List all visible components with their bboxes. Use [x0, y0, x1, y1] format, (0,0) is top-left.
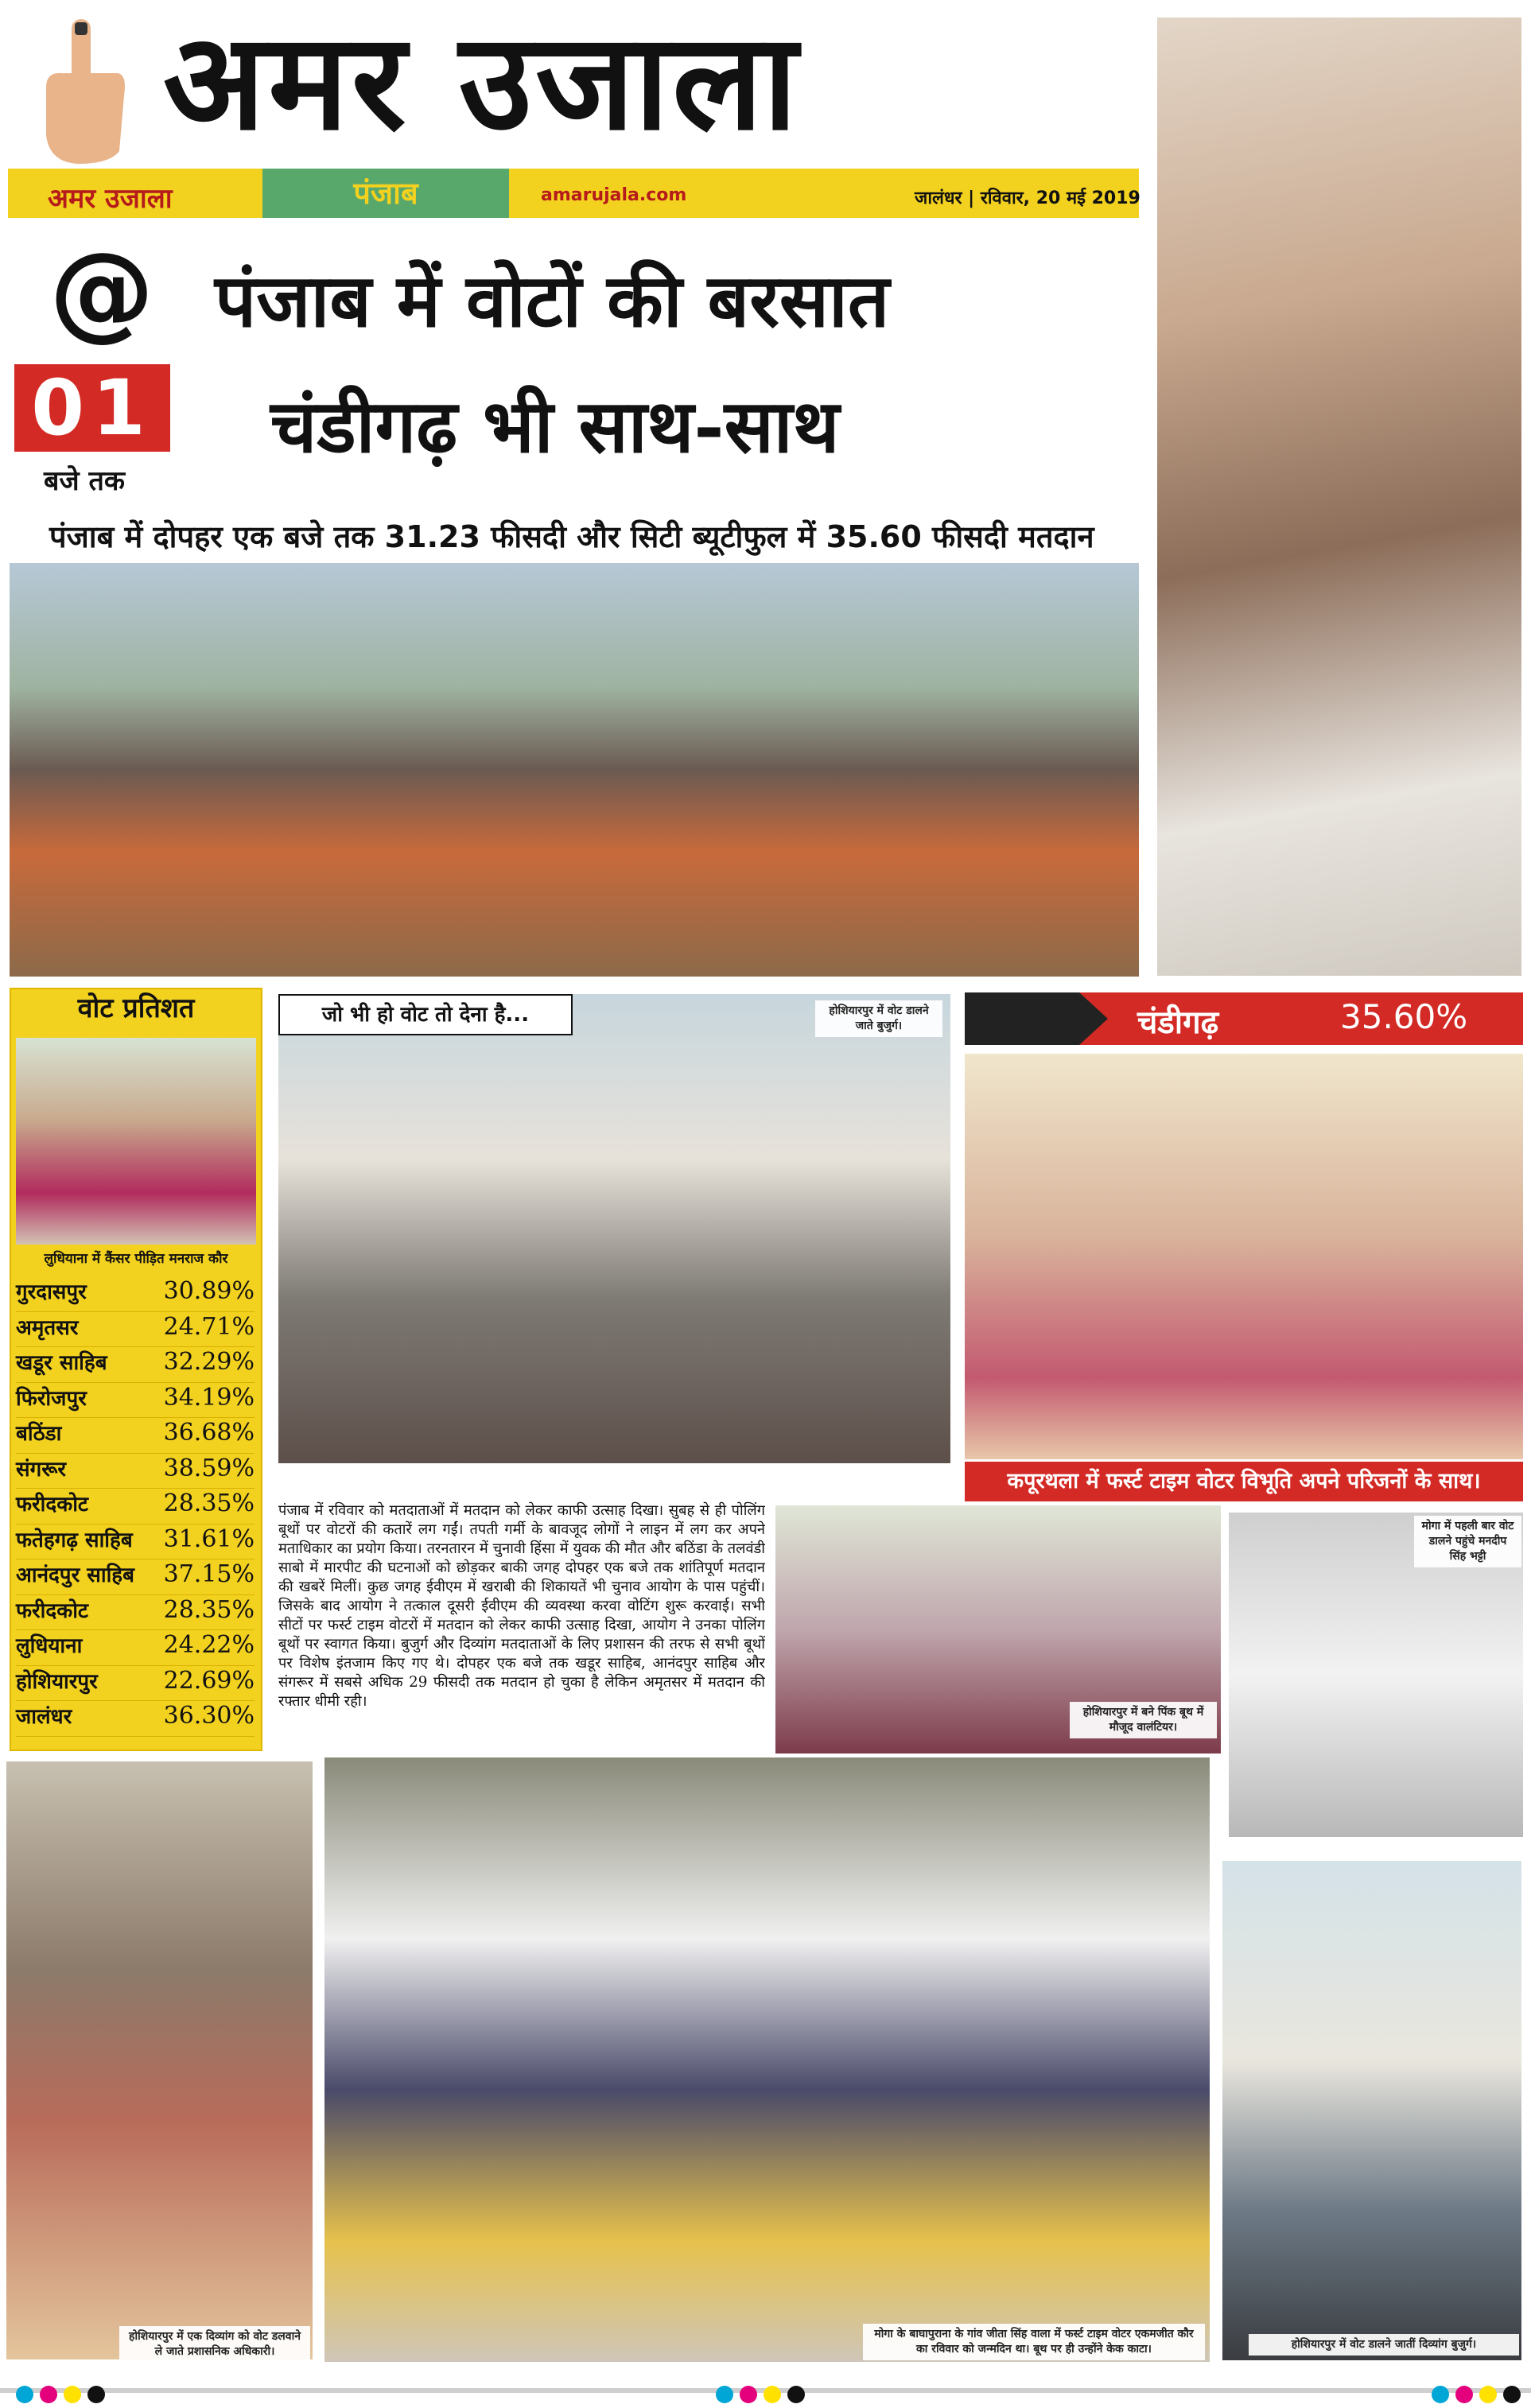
vote-box-title: वोट प्रतिशत [77, 992, 195, 1024]
vote-percent: 34.19% [163, 1383, 255, 1412]
black-registration-mark [787, 2386, 805, 2403]
black-registration-mark [87, 2386, 105, 2403]
elderly-voters-photo [278, 994, 950, 1463]
vote-row [16, 1454, 255, 1489]
constituency-name: फरीदकोट [16, 1493, 89, 1517]
constituency-name: गुरदासपुर [16, 1280, 87, 1304]
constituency-name: होशियारपुर [16, 1669, 98, 1694]
constituency-name: लुधियाना [16, 1634, 83, 1658]
vote-percent: 30.89% [163, 1277, 255, 1305]
state-edition: पंजाब [262, 169, 509, 218]
mandeep-caption: मोगा में पहली बार वोट डालने पहुंचे मनदीप सिंह भट्टी [1414, 1516, 1521, 1567]
vote-percent: 28.35% [163, 1489, 255, 1517]
constituency-name: अमृतसर [16, 1315, 79, 1340]
vote-row [16, 1418, 255, 1454]
vote-row [16, 1276, 255, 1312]
vote-percent: 31.61% [163, 1524, 255, 1553]
vote-percent: 36.30% [163, 1702, 255, 1730]
constituency-name: फतेहगढ़ साहिब [16, 1528, 133, 1552]
vote-row [16, 1595, 255, 1631]
vote-percent: 24.22% [163, 1631, 255, 1659]
time-counter: 01 [14, 364, 170, 452]
constituency-name: आनंदपुर साहिब [16, 1563, 134, 1587]
cyan-registration-mark [16, 2386, 33, 2403]
cyan-registration-mark [716, 2386, 733, 2403]
vote-percent: 32.29% [163, 1348, 255, 1376]
dateline: जालंधर | रविवार, 20 मई 2019 [915, 188, 1140, 208]
elderly-voters-caption: होशियारपुर में वोट डालने जाते बुजुर्ग। [815, 1000, 942, 1037]
vote-row [16, 1312, 255, 1348]
constituency-name: फिरोजपुर [16, 1386, 87, 1411]
vote-percent: 36.68% [163, 1419, 255, 1447]
strip-brand: अमर उजाला [48, 183, 173, 215]
vote-percent: 38.59% [163, 1454, 255, 1482]
vote-row [16, 1524, 255, 1560]
yellow-registration-mark [64, 2386, 81, 2403]
inked-finger-icon [30, 16, 134, 167]
constituency-name: फरीदकोट [16, 1598, 89, 1623]
birthday-cake-booth-photo [324, 1757, 1210, 2362]
magenta-registration-mark [740, 2386, 757, 2403]
divyang-voter-photo [1222, 1861, 1521, 2360]
constituency-name: जालंधर [16, 1705, 72, 1729]
divyang-caption: होशियारपुर में वोट डालने जातीं दिव्यांग बुजुर्ग। [1249, 2334, 1519, 2356]
cancer-patient-photo [16, 1038, 256, 1245]
vote-percent: 37.15% [163, 1560, 255, 1588]
headline-line-2: चंडीगढ़ भी साथ-साथ [270, 383, 840, 469]
chandigarh-percent: 35.60% [1340, 997, 1468, 1036]
black-registration-mark [1503, 2386, 1521, 2403]
magenta-registration-mark [1455, 2386, 1473, 2403]
birthday-caption: मोगा के बाघापुराना के गांव जीता सिंह वाला में फर्स्ट टाइम वोटर एकमजीत कौर का रविवार को जन्मदिन था। बूथ पर ही उन्होंने केक काटा। [863, 2324, 1205, 2360]
vote-percent: 28.35% [163, 1595, 255, 1624]
constituency-name: खडूर साहिब [16, 1351, 107, 1375]
newspaper-title: अमर उजाला [163, 2, 801, 160]
first-time-voter-family-photo [965, 1054, 1523, 1459]
constituency-name: संगरूर [16, 1457, 67, 1482]
vote-box-photo-caption: लुधियाना में कैंसर पीड़ित मनराज कौर [44, 1251, 228, 1267]
headline-line-1: पंजाब में वोटों की बरसात [215, 258, 890, 344]
vote-row [16, 1701, 255, 1737]
yellow-registration-mark [764, 2386, 781, 2403]
vote-row [16, 1489, 255, 1524]
vote-row [16, 1347, 255, 1383]
constituency-name: बठिंडा [16, 1422, 62, 1446]
vote-row [16, 1666, 255, 1702]
at-symbol: @ [49, 230, 154, 352]
wheelchair-caption: होशियारपुर में एक दिव्यांग को वोट डलवाने ले जाते प्रशासनिक अधिकारी। [119, 2326, 310, 2363]
voter-queue-photo [10, 563, 1139, 977]
vote-row [16, 1630, 255, 1666]
story-title: जो भी हो वोट तो देना है... [278, 994, 573, 1035]
time-counter-label: बजे तक [44, 465, 125, 497]
website-link[interactable]: amarujala.com [541, 185, 687, 205]
vote-row [16, 1383, 255, 1419]
vote-row [16, 1559, 255, 1595]
cyan-registration-mark [1432, 2386, 1449, 2403]
vote-percent: 24.71% [163, 1312, 255, 1341]
banner-arrow-shape [965, 992, 1108, 1045]
wheelchair-voter-photo [6, 1761, 313, 2359]
vote-percentage-list [16, 1276, 255, 1737]
vote-percent: 22.69% [163, 1666, 255, 1695]
yellow-registration-mark [1479, 2386, 1497, 2403]
woman-inked-finger-photo [1157, 17, 1521, 976]
chandigarh-label: चंडीगढ़ [1137, 1004, 1219, 1041]
kapurthala-caption: कपूरथला में फर्स्ट टाइम वोटर विभूति अपने परिजनों के साथ। [965, 1462, 1523, 1501]
story-body: पंजाब में रविवार को मतदाताओं में मतदान को लेकर काफी उत्साह दिखा। सुबह से ही पोलिंग बूथों पर वोटरों की कतारें लग गईं। तपती गर्मी के बावजूद लोगों ने लाइन में लग कर अपने मताधिकार का प्रयोग किया। तरनतारन में चुनावी हिंसा में युवक की मौत और बठिंडा के तलवंडी साबो में मारपीट की घटनाओं को छोड़कर बाकी जगह दोपहर एक बजे तक शांतिपूर्ण मतदान की खबरें मिलीं। कुछ जगह ईवीएम में खराबी की शिकायतें भी चुनाव आयोग के पास पहुंचीं। जिसके बाद आयोग ने तत्काल दूसरी ईवीएम की व्यवस्था करवा वोटिंग शुरू करवाई। सभी सीटों पर फर्स्ट टाइम वोटरों में मतदान को लेकर काफी उत्साह दिखा, आयोग ने उनका पोलिंग बूथों पर स्वागत किया। बुजुर्ग और दिव्यांग मतदाताओं के लिए प्रशासन की तरफ से सभी बूथों पर विशेष इंतजाम किए गए थे। दोपहर एक बजे तक खडूर साहिब, आनंदपुर साहिब और संगरूर में सबसे अधिक 29 फीसदी तक मतदान हो चुका है लेकिन अमृतसर में मतदान की रफ्तार धीमी रही। [278, 1502, 765, 1710]
subheadline: पंजाब में दोपहर एक बजे तक 31.23 फीसदी और सिटी ब्यूटीफुल में 35.60 फीसदी मतदान [49, 519, 1094, 554]
magenta-registration-mark [40, 2386, 57, 2403]
pink-booth-caption: होशियारपुर में बने पिंक बूथ में मौजूद वालंटियर। [1070, 1702, 1217, 1738]
